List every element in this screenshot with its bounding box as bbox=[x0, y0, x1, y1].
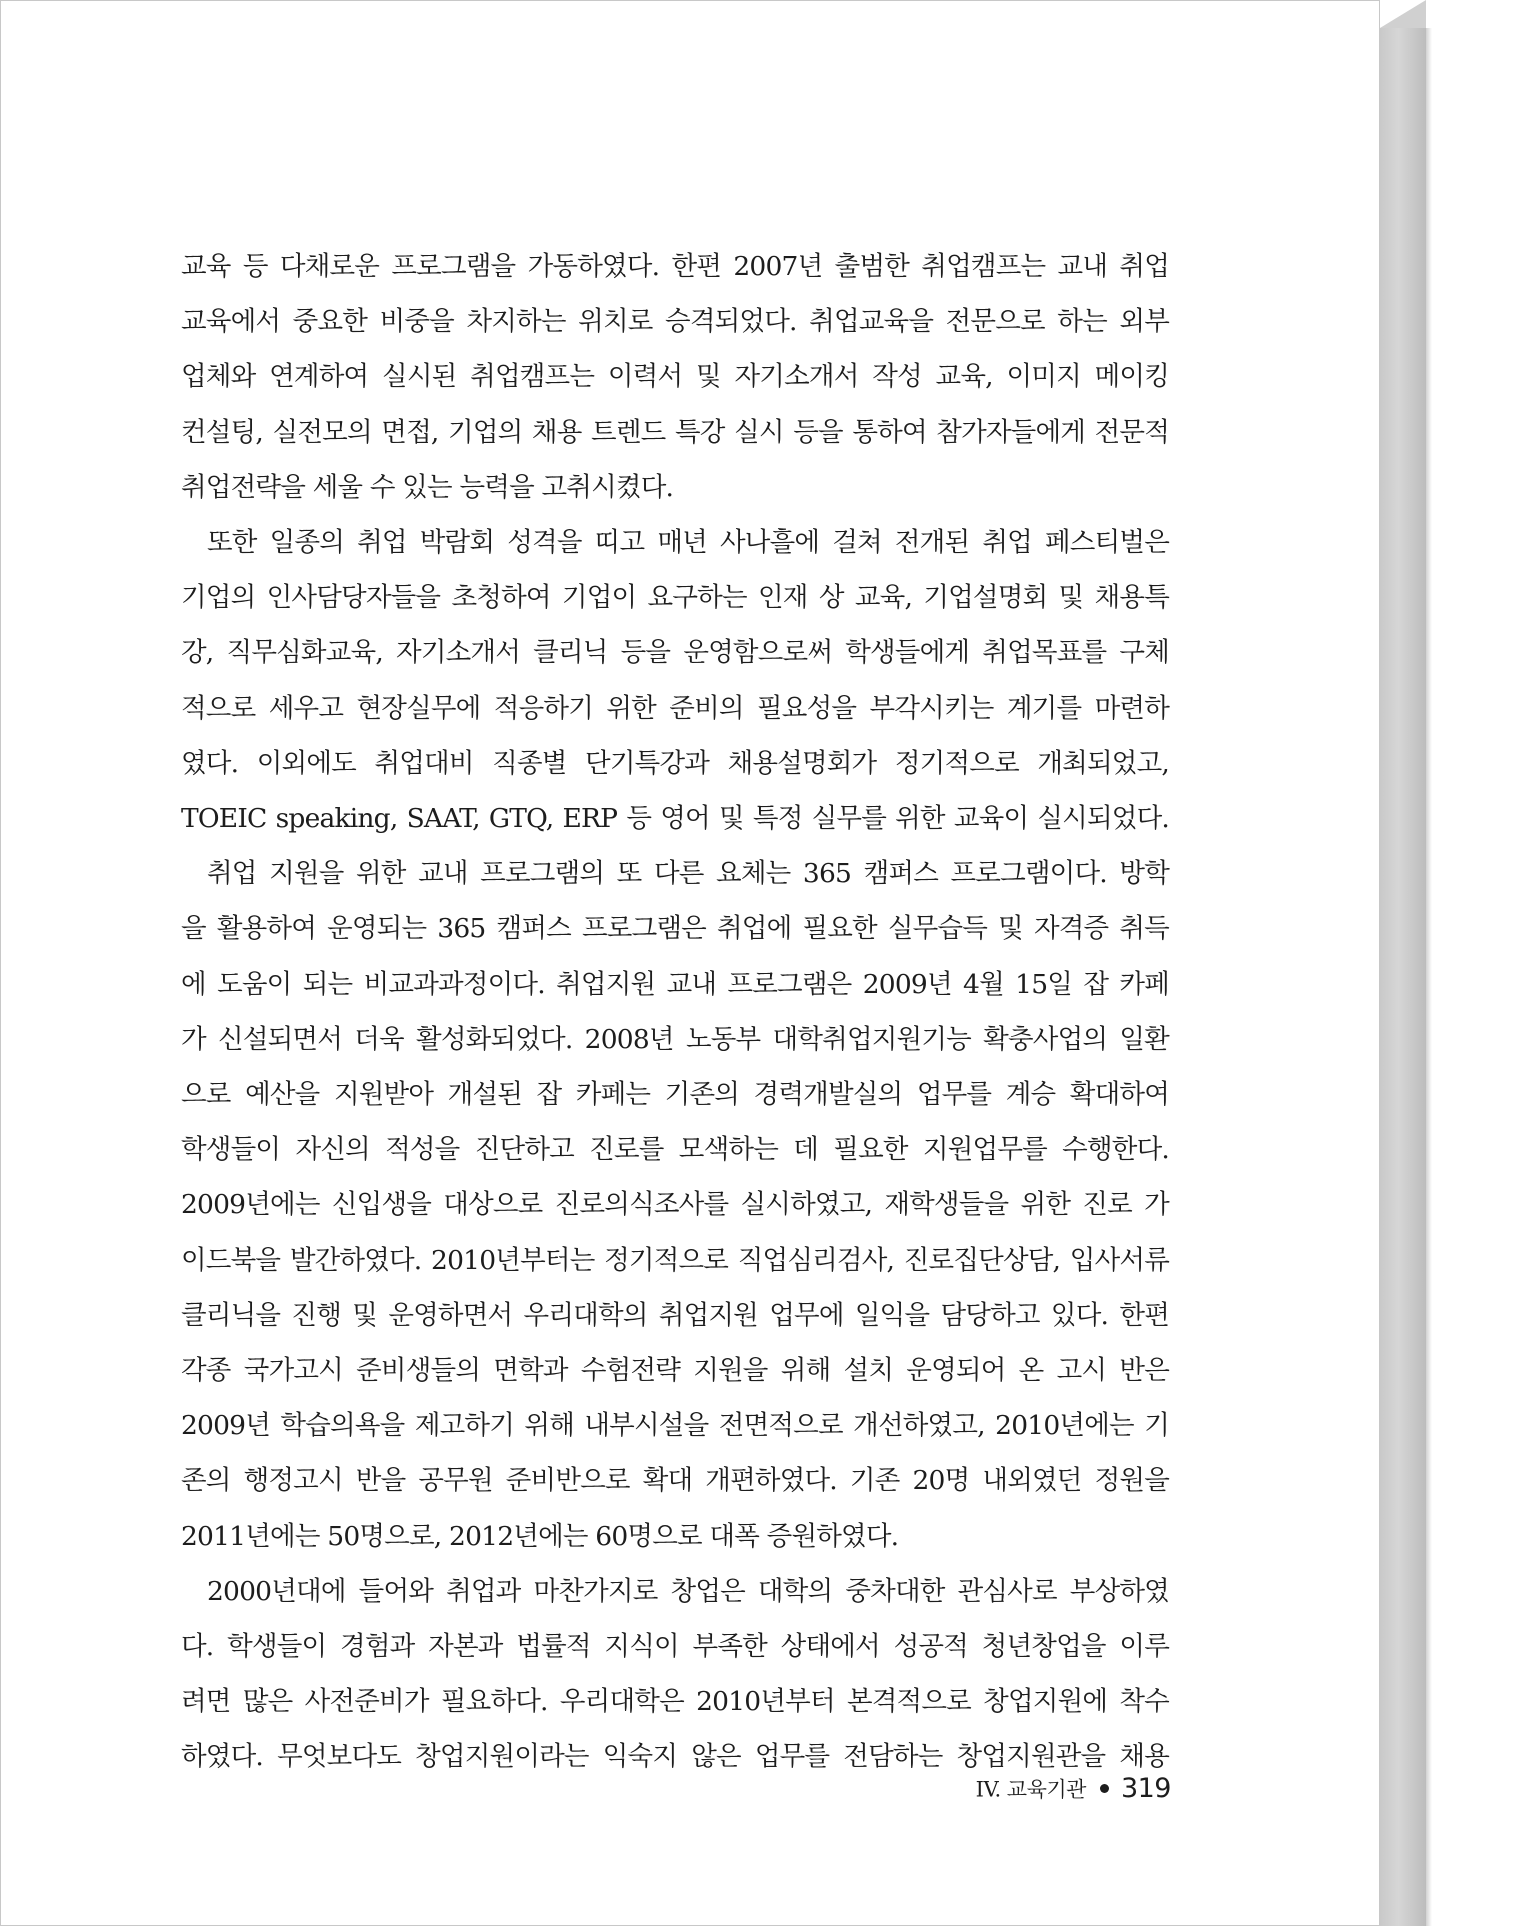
text-line: 각종 국가고시 준비생들의 면학과 수험전략 지원을 위해 설치 운영되어 온 고시 반은 bbox=[181, 1355, 1169, 1387]
text-line: 을 활용하여 운영되는 365 캠퍼스 프로그램은 취업에 필요한 실무습득 및 자격증 취득 bbox=[181, 913, 1169, 945]
text-line: 에 도움이 되는 비교과과정이다. 취업지원 교내 프로그램은 2009년 4월 15일 잡 카페 bbox=[181, 968, 1169, 1000]
text-line: 가 신설되면서 더욱 활성화되었다. 2008년 노동부 대학취업지원기능 확충사업의 일환 bbox=[181, 1023, 1169, 1055]
text-line: 2000년대에 들어와 취업과 마찬가지로 창업은 대학의 중차대한 관심사로 부상하였 bbox=[207, 1575, 1169, 1607]
text-line: 2011년에는 50명으로, 2012년에는 60명으로 대폭 증원하였다. bbox=[181, 1520, 899, 1552]
page-stack-edge bbox=[1380, 28, 1426, 1926]
text-line: 2009년 학습의욕을 제고하기 위해 내부시설을 전면적으로 개선하였고, 2010년에는 기 bbox=[181, 1410, 1169, 1442]
text-line: 다. 학생들이 경험과 자본과 법률적 지식이 부족한 상태에서 성공적 청년창업을 이루 bbox=[181, 1631, 1169, 1663]
paragraph-1 bbox=[181, 239, 1169, 515]
body-text bbox=[181, 239, 1169, 1785]
chapter-title: IV. 교육기관 bbox=[975, 1777, 1086, 1802]
text-line: 였다. 이외에도 취업대비 직종별 단기특강과 채용설명회가 정기적으로 개최되었고, bbox=[181, 747, 1169, 779]
text-line: 학생들이 자신의 적성을 진단하고 진로를 모색하는 데 필요한 지원업무를 수행한다. bbox=[181, 1134, 1169, 1166]
text-line: 취업전략을 세울 수 있는 능력을 고취시켰다. bbox=[181, 471, 674, 503]
text-line: 으로 예산을 지원받아 개설된 잡 카페는 기존의 경력개발실의 업무를 계승 확대하여 bbox=[181, 1079, 1169, 1111]
text-line: 클리닉을 진행 및 운영하면서 우리대학의 취업지원 업무에 일익을 담당하고 있다. 한편 bbox=[181, 1299, 1169, 1331]
paragraph-4 bbox=[181, 1564, 1169, 1785]
paragraph-3 bbox=[181, 846, 1169, 1564]
paragraph-2 bbox=[181, 515, 1169, 846]
page-footer bbox=[901, 1773, 1171, 1813]
text-line: 존의 행정고시 반을 공무원 준비반으로 확대 개편하였다. 기존 20명 내외였던 정원을 bbox=[181, 1465, 1169, 1497]
text-line: 기업의 인사담당자들을 초청하여 기업이 요구하는 인재 상 교육, 기업설명회 및 채용특 bbox=[181, 582, 1169, 614]
page-number: 319 bbox=[1120, 1773, 1171, 1804]
text-line: 이드북을 발간하였다. 2010년부터는 정기적으로 직업심리검사, 진로집단상담, 입사서류 bbox=[181, 1244, 1169, 1276]
bullet-separator-icon bbox=[1100, 1784, 1109, 1793]
text-line: 또한 일종의 취업 박람회 성격을 띠고 매년 사나흘에 걸쳐 전개된 취업 페스티벌은 bbox=[207, 527, 1169, 559]
text-line: 교육에서 중요한 비중을 차지하는 위치로 승격되었다. 취업교육을 전문으로 하는 외부 bbox=[181, 306, 1169, 338]
text-line: 교육 등 다채로운 프로그램을 가동하였다. 한편 2007년 출범한 취업캠프는 교내 취업 bbox=[181, 251, 1169, 282]
page-edge-top bbox=[1380, 0, 1426, 28]
text-line: 려면 많은 사전준비가 필요하다. 우리대학은 2010년부터 본격적으로 창업지원에 착수 bbox=[181, 1686, 1169, 1718]
text-line: 적으로 세우고 현장실무에 적응하기 위한 준비의 필요성을 부각시키는 계기를 마련하 bbox=[181, 692, 1169, 724]
text-line: 강, 직무심화교육, 자기소개서 클리닉 등을 운영함으로써 학생들에게 취업목표를 구체 bbox=[181, 637, 1169, 669]
text-line: 업체와 연계하여 실시된 취업캠프는 이력서 및 자기소개서 작성 교육, 이미지 메이킹 bbox=[181, 361, 1169, 393]
text-line: 취업 지원을 위한 교내 프로그램의 또 다른 요체는 365 캠퍼스 프로그램이다. 방학 bbox=[207, 858, 1169, 890]
text-line: 하였다. 무엇보다도 창업지원이라는 익숙지 않은 업무를 전담하는 창업지원관을 채용 bbox=[181, 1741, 1169, 1773]
text-line: TOEIC speaking, SAAT, GTQ, ERP 등 영어 및 특정 실무를 위한 교육이 실시되었다. bbox=[181, 803, 1169, 835]
text-line: 2009년에는 신입생을 대상으로 진로의식조사를 실시하였고, 재학생들을 위한 진로 가 bbox=[181, 1189, 1169, 1221]
text-line: 컨설팅, 실전모의 면접, 기업의 채용 트렌드 특강 실시 등을 통하여 참가자들에게 전문적 bbox=[181, 416, 1169, 448]
page-shadow bbox=[1426, 28, 1432, 1926]
